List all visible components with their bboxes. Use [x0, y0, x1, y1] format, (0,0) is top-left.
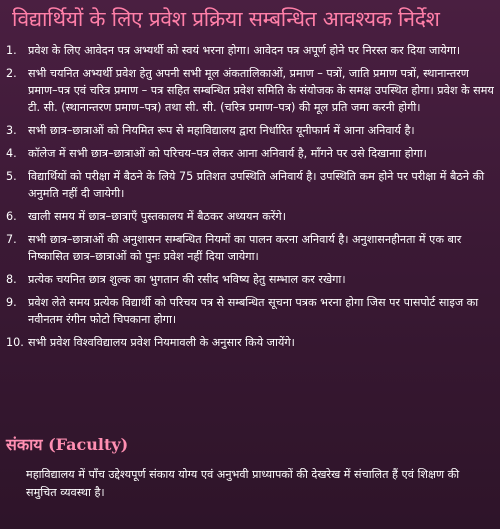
rule-text: विद्यार्थियों को परीक्षा में बैठने के लिये 75 प्रतिशत उपस्थिति अनिवार्य है। उपस्थिति कम होने पर परीक्षा में बैठने की अनुमति नहीं दी जायेगी। — [28, 170, 485, 200]
rule-item — [4, 42, 494, 59]
rule-text: प्रवेश लेते समय प्रत्येक विद्यार्थी को परिचय पत्र से सम्बन्धित सूचना पत्रक भरना होगा जिस पर पासपोर्ट साइज का नवीनतम रंगीन फोटो चिपकाना होगा। — [28, 296, 479, 326]
rule-number: 2. — [6, 67, 17, 80]
rule-number: 9. — [6, 296, 17, 309]
rule-item — [4, 271, 494, 288]
rule-text: प्रत्येक चयनित छात्र शुल्क का भुगतान की रसीद भविष्य हेतु सम्भाल कर रखेगा। — [28, 273, 346, 286]
rule-text: सभी छात्र–छात्राओं की अनुशासन सम्बन्धित नियमों का पालन करना अनिवार्य है। अनुशासनहीनता में एक बार निष्कासित छात्र–छात्राओं को पुनः प्रवेश नहीं दिया जायेगा। — [28, 233, 462, 263]
rule-number: 5. — [6, 170, 17, 183]
rule-item — [4, 145, 494, 162]
faculty-description: महाविद्यालय में पाँच उद्देश्यपूर्ण संकाय योग्य एवं अनुभवी प्राध्यापकों की देखरेख में संचालित हैं एवं शिक्षण की समुचित व्यवस्था है। — [26, 468, 460, 499]
rule-item — [4, 294, 494, 328]
rule-text: सभी प्रवेश विश्वविद्यालय प्रवेश नियमावली के अनुसार किये जायेंगे। — [28, 336, 295, 349]
rule-number: 3. — [6, 124, 17, 137]
rule-text: सभी चयनित अभ्यर्थी प्रवेश हेतु अपनी सभी मूल अंकतालिकाओं, प्रमाण – पत्रों, जाति प्रमाण पत्रों, स्थानान्तरण प्रमाण–पत्र एवं चरित्र प्रमाण – पत्र सहित सम्बन्धित प्रवेश समिति के संयोजक के समक्ष उपस्थित होगा। प्रवेश के समय टी. सी. (स्थानान्तरण प्रमाण–पत्र) तथा सी. सी. (चरित्र प्रमाण–पत्र) की मूल प्रति जमा करनी होगी। — [28, 67, 494, 114]
rule-number: 7. — [6, 233, 17, 246]
rule-number: 1. — [6, 44, 17, 57]
rule-item — [4, 208, 494, 225]
rule-item — [4, 231, 494, 265]
rule-number: 10. — [6, 336, 24, 349]
page-title: विद्यार्थियों के लिए प्रवेश प्रक्रिया सम्बन्धित आवश्यक निर्देश — [12, 7, 440, 31]
rule-number: 6. — [6, 210, 17, 223]
rule-text: प्रवेश के लिए आवेदन पत्र अभ्यर्थी को स्वयं भरना होगा। आवेदन पत्र अपूर्ण होने पर निरस्त कर दिया जायेगा। — [28, 44, 461, 57]
rule-number: 8. — [6, 273, 17, 286]
rule-number: 4. — [6, 147, 17, 160]
rule-text: सभी छात्र–छात्राओं को नियमित रूप से महाविद्यालय द्वारा निर्धारित यूनीफार्म में आना अनिवार्य है। — [28, 124, 415, 137]
rules-list — [4, 42, 494, 357]
rule-item — [4, 334, 494, 351]
rule-item — [4, 122, 494, 139]
faculty-heading: संकाय (Faculty) — [6, 435, 129, 454]
rule-text: खाली समय में छात्र–छात्राएँ पुस्तकालय में बैठकर अध्ययन करेंगे। — [28, 210, 286, 223]
rule-item — [4, 65, 494, 116]
rule-item — [4, 168, 494, 202]
rule-text: कॉलेज में सभी छात्र–छात्राओं को परिचय–पत्र लेकर आना अनिवार्य है, माँगने पर उसे दिखानाा होगा। — [28, 147, 427, 160]
